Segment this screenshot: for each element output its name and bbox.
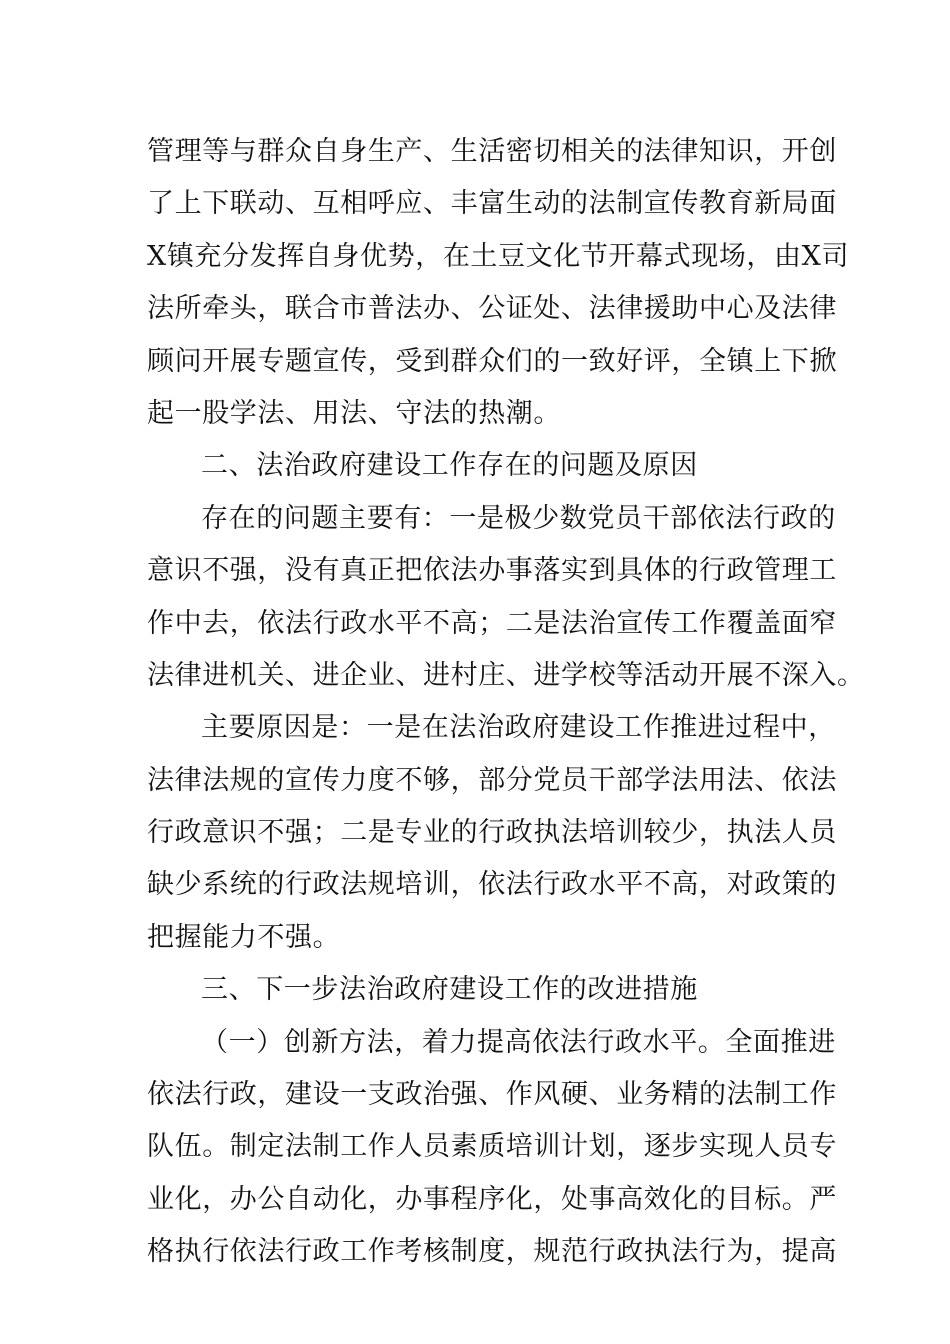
text-line: 法所牵头，联合市普法办、公证处、法律援助中心及法律 [147,293,837,325]
text-line: 存在的问题主要有：一是极少数党员干部依法行政的 [201,502,836,534]
text-line: 意识不强，没有真正把依法办事落实到具体的行政管理工 [147,555,837,587]
section-heading: 三、下一步法治政府建设工作的改进措施 [201,974,698,1006]
document-body [147,126,865,1279]
text-line: 队伍。制定法制工作人员素质培训计划，逐步实现人员专 [147,1131,837,1163]
text-line: 法律法规的宣传力度不够，部分党员干部学法用法、依法 [147,764,837,796]
text-line: 业化，办公自动化，办事程序化，处事高效化的目标。严 [147,1183,837,1215]
text-line: 依法行政，建设一支政治强、作风硬、业务精的法制工作 [147,1079,837,1111]
text-line: X镇充分发挥自身优势，在土豆文化节开幕式现场，由X司 [147,240,850,272]
text-line: 格执行依法行政工作考核制度，规范行政执法行为，提高 [147,1236,837,1268]
text-line: 了上下联动、互相呼应、丰富生动的法制宣传教育新局面 [147,188,837,220]
text-line: 缺少系统的行政法规培训，依法行政水平不高，对政策的 [147,869,837,901]
text-line: 行政意识不强；二是专业的行政执法培训较少，执法人员 [147,817,837,849]
section-heading: 二、法治政府建设工作存在的问题及原因 [201,450,698,482]
text-line: 顾问开展专题宣传，受到群众们的一致好评，全镇上下掀 [147,345,837,377]
text-line: 管理等与群众自身生产、生活密切相关的法律知识，开创 [147,136,837,167]
text-line: 作中去，依法行政水平不高；二是法治宣传工作覆盖面窄 [147,607,837,639]
text-line: 起一股学法、用法、守法的热潮。 [147,397,561,429]
text-line: 主要原因是：一是在法治政府建设工作推进过程中， [201,712,836,744]
text-line: （一）创新方法，着力提高依法行政水平。全面推进 [201,1026,836,1058]
text-line: 法律进机关、进企业、进村庄、进学校等活动开展不深入。 [147,659,865,691]
text-line: 把握能力不强。 [147,921,341,953]
